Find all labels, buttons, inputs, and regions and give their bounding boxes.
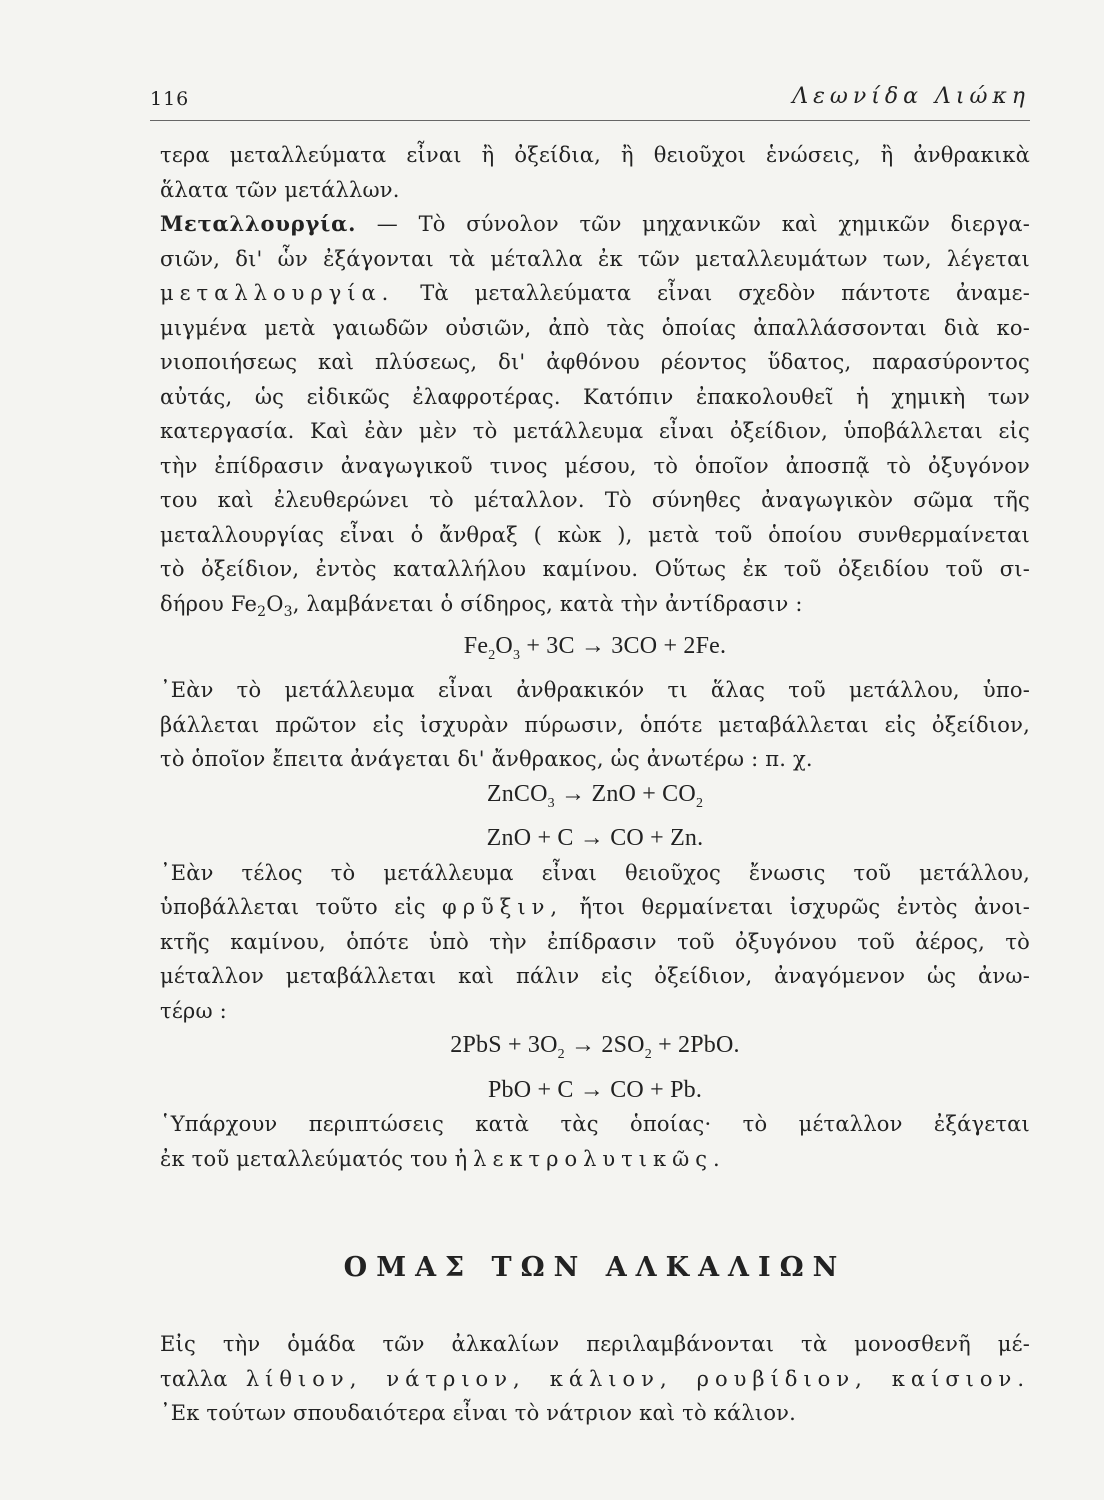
formula-run: 2PbS + 3O [450,1032,558,1059]
page-header [150,80,1030,121]
text-line: τερα μεταλλεύματα εἶναι ἢ ὀξείδια, ἢ θειοῦχοι ἑνώσεις, ἢ ἀνθρακικὰ [160,143,1030,167]
text-line: τὴν ἐπίδρασιν ἀναγωγικοῦ τινος μέσου, τὸ ὁποῖον ἀποσπᾷ τὸ ὀξυγόνον [160,453,1030,478]
text-run: ἐκ τοῦ μεταλλεύματός του [160,1146,455,1171]
text-run: ὑποβάλλεται τοῦτο εἰς [160,895,442,920]
body-text [160,138,1030,1176]
text-line: νιοποιήσεως καὶ πλύσεως, δι' ἀφθόνου ρέοντος ὕδατος, παρασύροντος [160,350,1030,374]
subscript: 2 [644,1047,652,1063]
emphasized-term: λίθιον, νάτριον, κάλιον, ρουβίδιον, καίσιον. [245,1366,1031,1391]
subscript: 2 [257,603,267,620]
text-line [160,1142,1030,1177]
emphasized-term: ἠλεκτρολυτικῶς. [454,1146,726,1171]
running-head: Λεωνίδα Λιώκη [792,84,1030,109]
heading-metallurgy: Μεταλλουργία. [160,211,357,236]
chemical-equation [160,629,1030,673]
text-line: μιγμένα μετὰ γαιωδῶν οὐσιῶν, ἀπὸ τὰς ὁποίας ἀπαλλάσσονται διὰ κο- [160,315,1030,340]
subscript: 3 [547,795,555,811]
text-line: ᾽Εὰν τέλος τὸ μετάλλευμα εἶναι θειοῦχος ἔνωσις τοῦ μετάλλου, [160,860,1030,885]
chemical-equation [160,777,1030,821]
text-line: τὸ ὁποῖον ἔπειτα ἀνάγεται δι' ἄνθρακος, ὡς ἀνωτέρω : π. χ. [160,747,813,772]
formula-run: → 2SO [564,1032,645,1059]
page-number: 116 [150,88,190,110]
chemical-equation: PbO + C → CO + Pb. [487,1076,703,1103]
text-line: ᾽Εκ τούτων σπουδαιότερα εἶναι τὸ νάτριον καὶ τὸ κάλιον. [160,1401,797,1425]
text-line: μεταλλουργίας εἶναι ὁ ἄνθραξ ( κὼκ ), μετὰ τοῦ ὁποίου συνθερμαίνεται [160,522,1030,547]
text-line: μέταλλον μεταβάλλεται καὶ πάλιν εἰς ὀξείδιον, ἀναγόμενον ὡς ἀνω- [160,964,1030,989]
text-line [160,587,1030,630]
subscript: 2 [488,647,496,663]
emphasized-term: φρῦξιν, [441,895,564,920]
chemical-equation: ZnO + C → CO + Zn. [486,825,704,852]
section-body [160,1327,1030,1431]
text-line [160,276,1030,311]
formula-run: + 3C → 3CO + 2Fe. [520,633,727,660]
text-line [160,890,1030,925]
text-line: ῾Υπάρχουν περιπτώσεις κατὰ τὰς ὁποίας· τὸ μέταλλον ἐξάγεται [160,1112,1030,1137]
subscript: 3 [512,647,521,663]
text-line: βάλλεται πρῶτον εἰς ἰσχυρὰν πύρωσιν, ὁπότε μεταβάλλεται εἰς ὀξείδιον, [160,712,1030,737]
text-run: , λαμβάνεται ὁ σίδηρος, κατὰ τὴν ἀντίδρασιν : [292,591,803,616]
text-run: O [266,591,284,616]
text-line [160,1362,1030,1397]
text-line: τέρω : [160,998,227,1023]
subscript: 2 [695,795,704,811]
text-line: σιῶν, δι' ὧν ἐξάγονται τὰ μέταλλα ἐκ τῶν μεταλλευμάτων των, λέγεται [160,246,1030,271]
subscript: 3 [283,603,293,620]
formula-run: → ZnO + CO [554,780,696,807]
section-title: ΟΜΑΣ ΤΩΝ ΑΛΚΑΛΙΩΝ [343,1252,847,1283]
chemical-equation [160,1028,1030,1072]
formula-run: + 2PbO. [651,1032,740,1059]
text-line: ἅλατα τῶν μετάλλων. [160,177,400,202]
text-line: κτῆς καμίνου, ὁπότε ὑπὸ τὴν ἐπίδρασιν τοῦ ὀξυγόνου τοῦ ἀέρος, τὸ [160,929,1030,954]
text-run: Τὰ μεταλλεύματα εἶναι σχεδὸν πάντοτε ἀναμε- [394,281,1030,305]
formula-run: O [495,633,513,660]
emphasized-term: μεταλλουργία. [160,281,395,305]
text-line: του καὶ ἐλευθερώνει τὸ μέταλλον. Τὸ σύνηθες ἀναγωγικὸν σῶμα τῆς [160,488,1030,512]
text-run: — Τὸ σύνολον τῶν μηχανικῶν καὶ χημικῶν διεργα- [356,212,1030,236]
text-run: ἤτοι θερμαίνεται ἰσχυρῶς ἐντὸς ἀνοι- [563,895,1030,920]
formula-run: Fe [463,633,489,660]
subscript: 2 [557,1047,565,1063]
text-line [160,207,1030,242]
text-run: δήρου Fe [160,591,258,616]
text-line: ᾽Εὰν τὸ μετάλλευμα εἶναι ἀνθρακικόν τι ἅλας τοῦ μετάλλου, ὑπο- [160,678,1030,703]
text-line: αὐτάς, ὡς εἰδικῶς ἐλαφροτέρας. Κατόπιν ἐπακολουθεῖ ἡ χημικὴ των [160,384,1030,409]
text-line: Εἰς τὴν ὁμάδα τῶν ἀλκαλίων περιλαμβάνονται τὰ μονοσθενῆ μέ- [160,1332,1030,1356]
formula-run: ZnCO [486,780,548,807]
text-run: ταλλα [160,1366,246,1391]
text-line: κατεργασία. Καὶ ἐὰν μὲν τὸ μετάλλευμα εἶναι ὀξείδιον, ὑποβάλλεται εἰς [160,419,1030,443]
text-line: τὸ ὀξείδιον, ἐντὸς καταλλήλου καμίνου. Οὕτως ἐκ τοῦ ὀξειδίου τοῦ σι- [160,557,1030,581]
